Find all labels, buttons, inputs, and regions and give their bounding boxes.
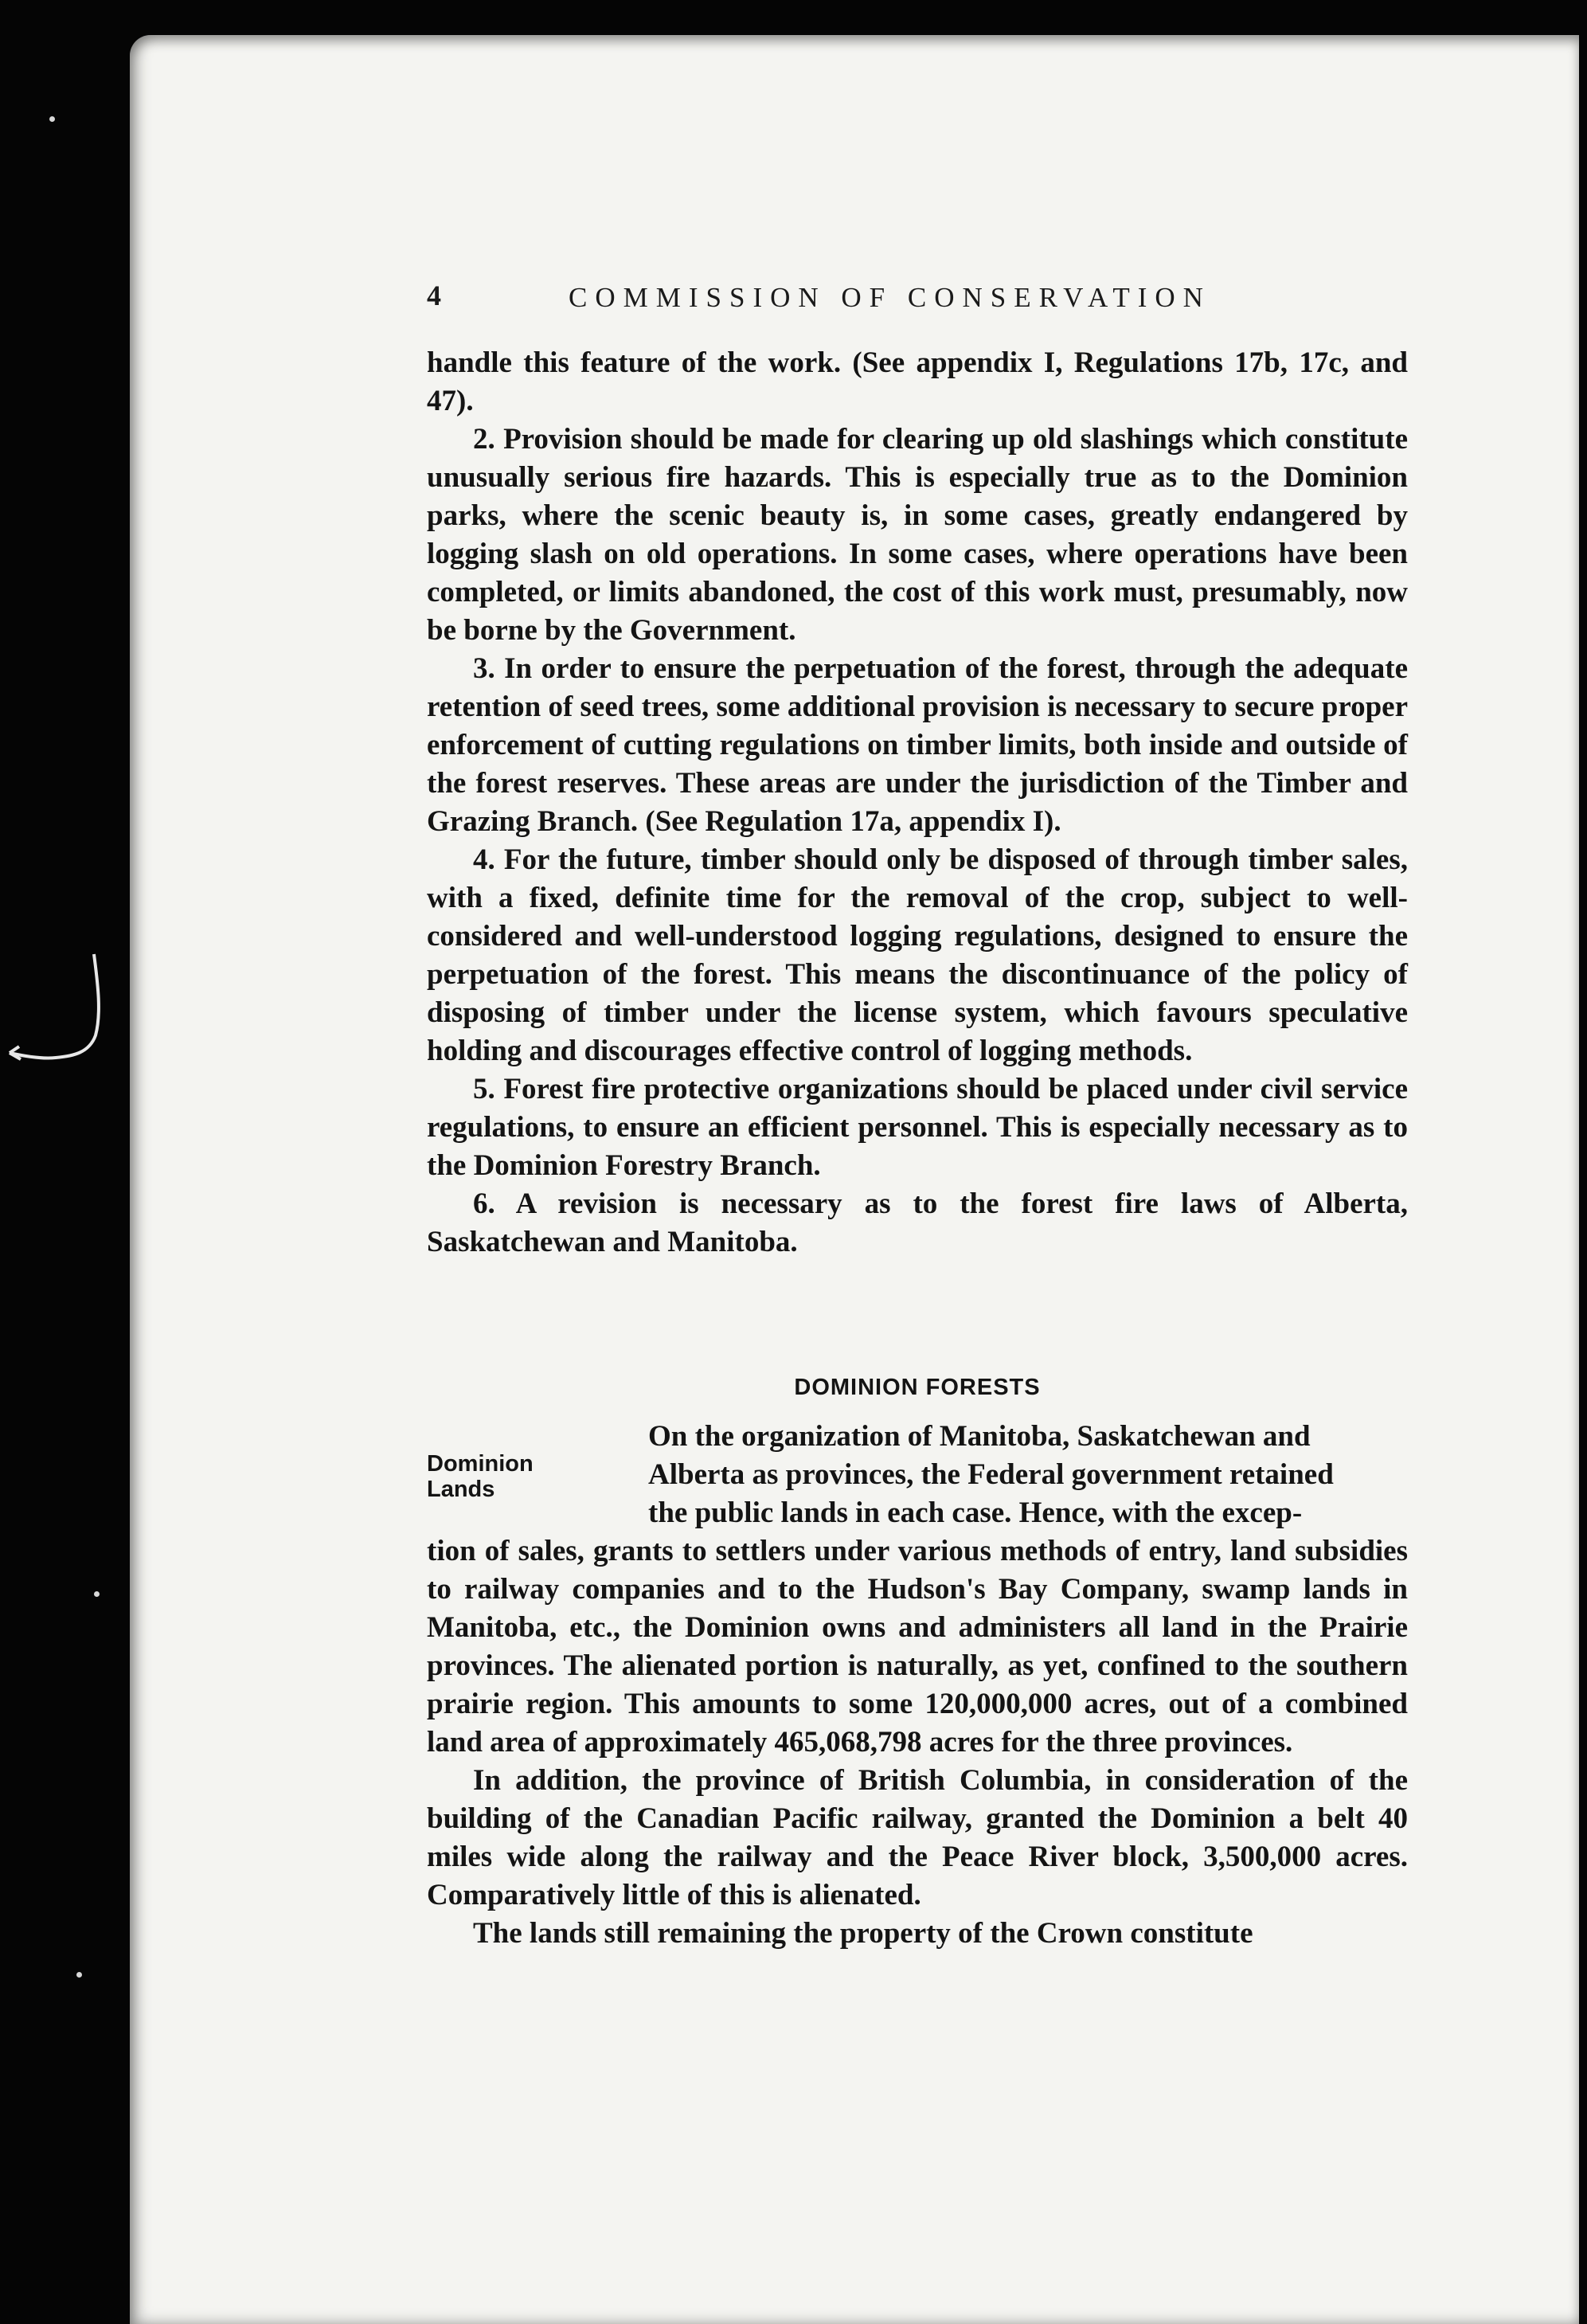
- pencil-mark-icon: [0, 948, 111, 1091]
- scan-speck: [76, 1972, 82, 1978]
- section-heading: DOMINION FORESTS: [794, 1375, 1041, 1400]
- section-text-block: [427, 1418, 1408, 1953]
- hanging-line: Alberta as provinces, the Federal government retained: [648, 1458, 1334, 1491]
- hanging-line: On the organization of Manitoba, Saskatchewan and: [648, 1420, 1311, 1453]
- margin-note-line: Dominion: [427, 1451, 534, 1477]
- margin-note-line: Lands: [427, 1477, 495, 1502]
- paragraph: 5. Forest fire protective organizations should be placed under civil service regulations, to ensure an efficient personnel. This is especially necessary as to the Dominion Forestry Branch.: [427, 1073, 1408, 1182]
- running-head: COMMISSION OF CONSERVATION: [569, 282, 1211, 313]
- scan-speck: [49, 116, 55, 122]
- paragraph: 6. A revision is necessary as to the forest fire laws of Alberta, Saskatchewan and Manitoba.: [427, 1187, 1408, 1258]
- page-header: [427, 279, 1408, 319]
- paragraph: 3. In order to ensure the perpetuation of the forest, through the adequate retention of seed trees, some additional provision is necessary to secure proper enforcement of cutting regulations on timber limits, both inside and outside of the forest reserves. These areas are under the jurisdiction of the Timber and Grazing Branch. (See Regulation 17a, appendix I).: [427, 652, 1408, 838]
- paragraph: In addition, the province of British Columbia, in consideration of the building of the Canadian Pacific railway, granted the Dominion a belt 40 miles wide along the railway and the Peace River block, 3,500,000 acres. Comparatively little of this is alienated.: [427, 1764, 1408, 1911]
- hanging-line: the public lands in each case. Hence, with the excep-: [648, 1497, 1303, 1529]
- paragraph: The lands still remaining the property of the Crown constitute: [473, 1917, 1253, 1950]
- paragraph: handle this feature of the work. (See appendix I, Regulations 17b, 17c, and 47).: [427, 346, 1408, 417]
- paragraph: tion of sales, grants to settlers under various methods of entry, land subsidies to railway companies and to the Hudson's Bay Company, swamp lands in Manitoba, etc., the Dominion owns and administers all land in the Prairie provinces. The alienated portion is naturally, as yet, confined to the southern prairie region. This amounts to some 120,000,000 acres, out of a combined land area of approximately 465,068,798 acres for the three provinces.: [427, 1535, 1408, 1759]
- top-text-block: [427, 344, 1408, 1262]
- scan-speck: [94, 1591, 100, 1597]
- paragraph: 2. Provision should be made for clearing up old slashings which constitute unusually serious fire hazards. This is especially true as to the Dominion parks, where the scenic beauty is, in some cases, greatly endangered by logging slash on old operations. In some cases, where operations have been completed, or limits abandoned, the cost of this work must, presumably, now be borne by the Government.: [427, 423, 1408, 647]
- paragraph: 4. For the future, timber should only be disposed of through timber sales, with a fixed, definite time for the removal of the crop, subject to well-considered and well-understood logging regulations, designed to ensure the perpetuation of the forest. This means the discontinuance of the policy of disposing of timber under the license system, which favours speculative holding and discourages effective control of logging methods.: [427, 843, 1408, 1067]
- page-number: 4: [427, 280, 441, 311]
